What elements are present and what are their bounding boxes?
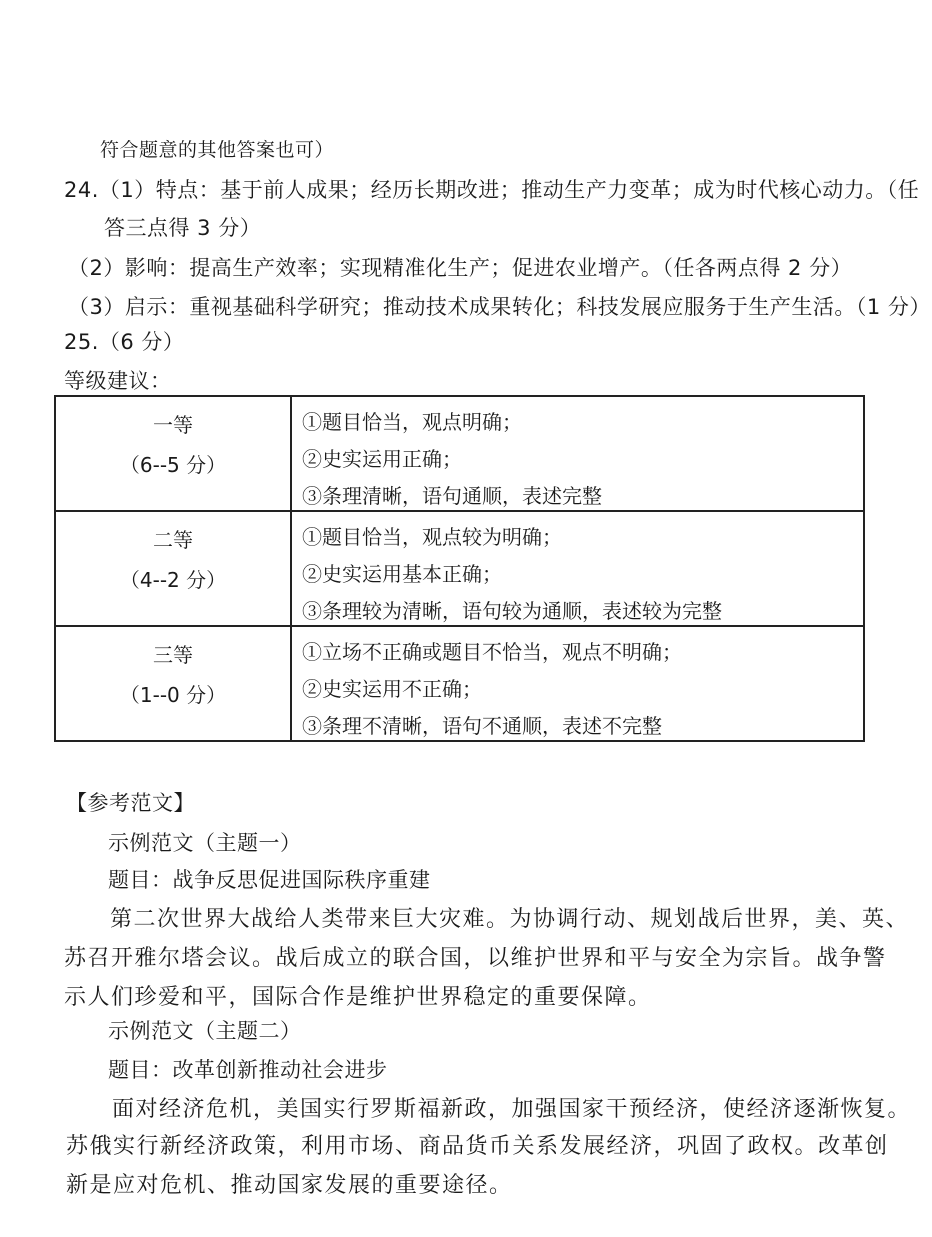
criterion: ②史实运用正确； xyxy=(302,447,462,471)
criterion: ②史实运用基本正确； xyxy=(302,562,502,586)
level-cell xyxy=(55,511,291,626)
criteria-cell xyxy=(291,396,864,511)
example1-line: 第二次世界大战给人类带来巨大灾难。为协调行动、规划战后世界，美、英、 xyxy=(110,907,910,932)
example2-line: 新是应对危机、推动国家发展的重要途径。 xyxy=(66,1173,513,1198)
criteria-cell xyxy=(291,626,864,741)
example2-label: 示例范文（主题二） xyxy=(108,1019,302,1043)
table-row xyxy=(55,511,864,626)
q24-part1-line2: 答三点得 3 分） xyxy=(104,216,262,240)
continuation-note: 符合题意的其他答案也可） xyxy=(100,139,335,161)
example1-line: 示人们珍爱和平，国际合作是维护世界稳定的重要保障。 xyxy=(64,985,652,1010)
example2-line: 面对经济危机，美国实行罗斯福新政，加强国家干预经济，使经济逐渐恢复。 xyxy=(112,1097,912,1122)
q24-part2: （2）影响：提高生产效率；实现精准化生产；促进农业增产。（任各两点得 2 分） xyxy=(68,256,853,280)
level-name: 三等 xyxy=(153,643,193,667)
grading-table xyxy=(54,395,865,742)
table-row xyxy=(55,396,864,511)
q24-part1-line1: 24.（1）特点：基于前人成果；经历长期改进；推动生产力变革；成为时代核心动力。（任 xyxy=(64,178,920,202)
level-name: 二等 xyxy=(153,528,193,552)
criterion: ③条理清晰，语句通顺，表述完整 xyxy=(302,484,602,508)
criterion: ③条理较为清晰，语句较为通顺，表述较为完整 xyxy=(302,599,722,623)
level-cell xyxy=(55,396,291,511)
level-score: （4--2 分） xyxy=(119,568,227,592)
level-score: （6--5 分） xyxy=(119,453,227,477)
criteria-cell xyxy=(291,511,864,626)
example1-line: 苏召开雅尔塔会议。战后成立的联合国，以维护世界和平与安全为宗旨。战争警 xyxy=(64,946,887,971)
table-row xyxy=(55,626,864,741)
criterion: ②史实运用不正确； xyxy=(302,677,482,701)
criterion: ③条理不清晰，语句不通顺，表述不完整 xyxy=(302,714,662,738)
example2-line: 苏俄实行新经济政策，利用市场、商品货币关系发展经济，巩固了政权。改革创 xyxy=(66,1134,889,1159)
criterion: ①题目恰当，观点明确； xyxy=(302,410,522,434)
reference-heading: 【参考范文】 xyxy=(66,791,195,815)
q24-part3: （3）启示：重视基础科学研究；推动技术成果转化；科技发展应服务于生产生活。（1 分） xyxy=(68,295,931,319)
q25-header: 25.（6 分） xyxy=(64,330,185,354)
example2-title: 题目：改革创新推动社会进步 xyxy=(108,1058,388,1082)
level-score: （1--0 分） xyxy=(119,683,227,707)
example1-title: 题目：战争反思促进国际秩序重建 xyxy=(108,868,431,892)
criterion: ①题目恰当，观点较为明确； xyxy=(302,525,562,549)
grade-suggestion-label: 等级建议： xyxy=(64,369,172,393)
level-cell xyxy=(55,626,291,741)
criterion: ①立场不正确或题目不恰当，观点不明确； xyxy=(302,640,682,664)
level-name: 一等 xyxy=(153,413,193,437)
example1-label: 示例范文（主题一） xyxy=(108,831,302,855)
